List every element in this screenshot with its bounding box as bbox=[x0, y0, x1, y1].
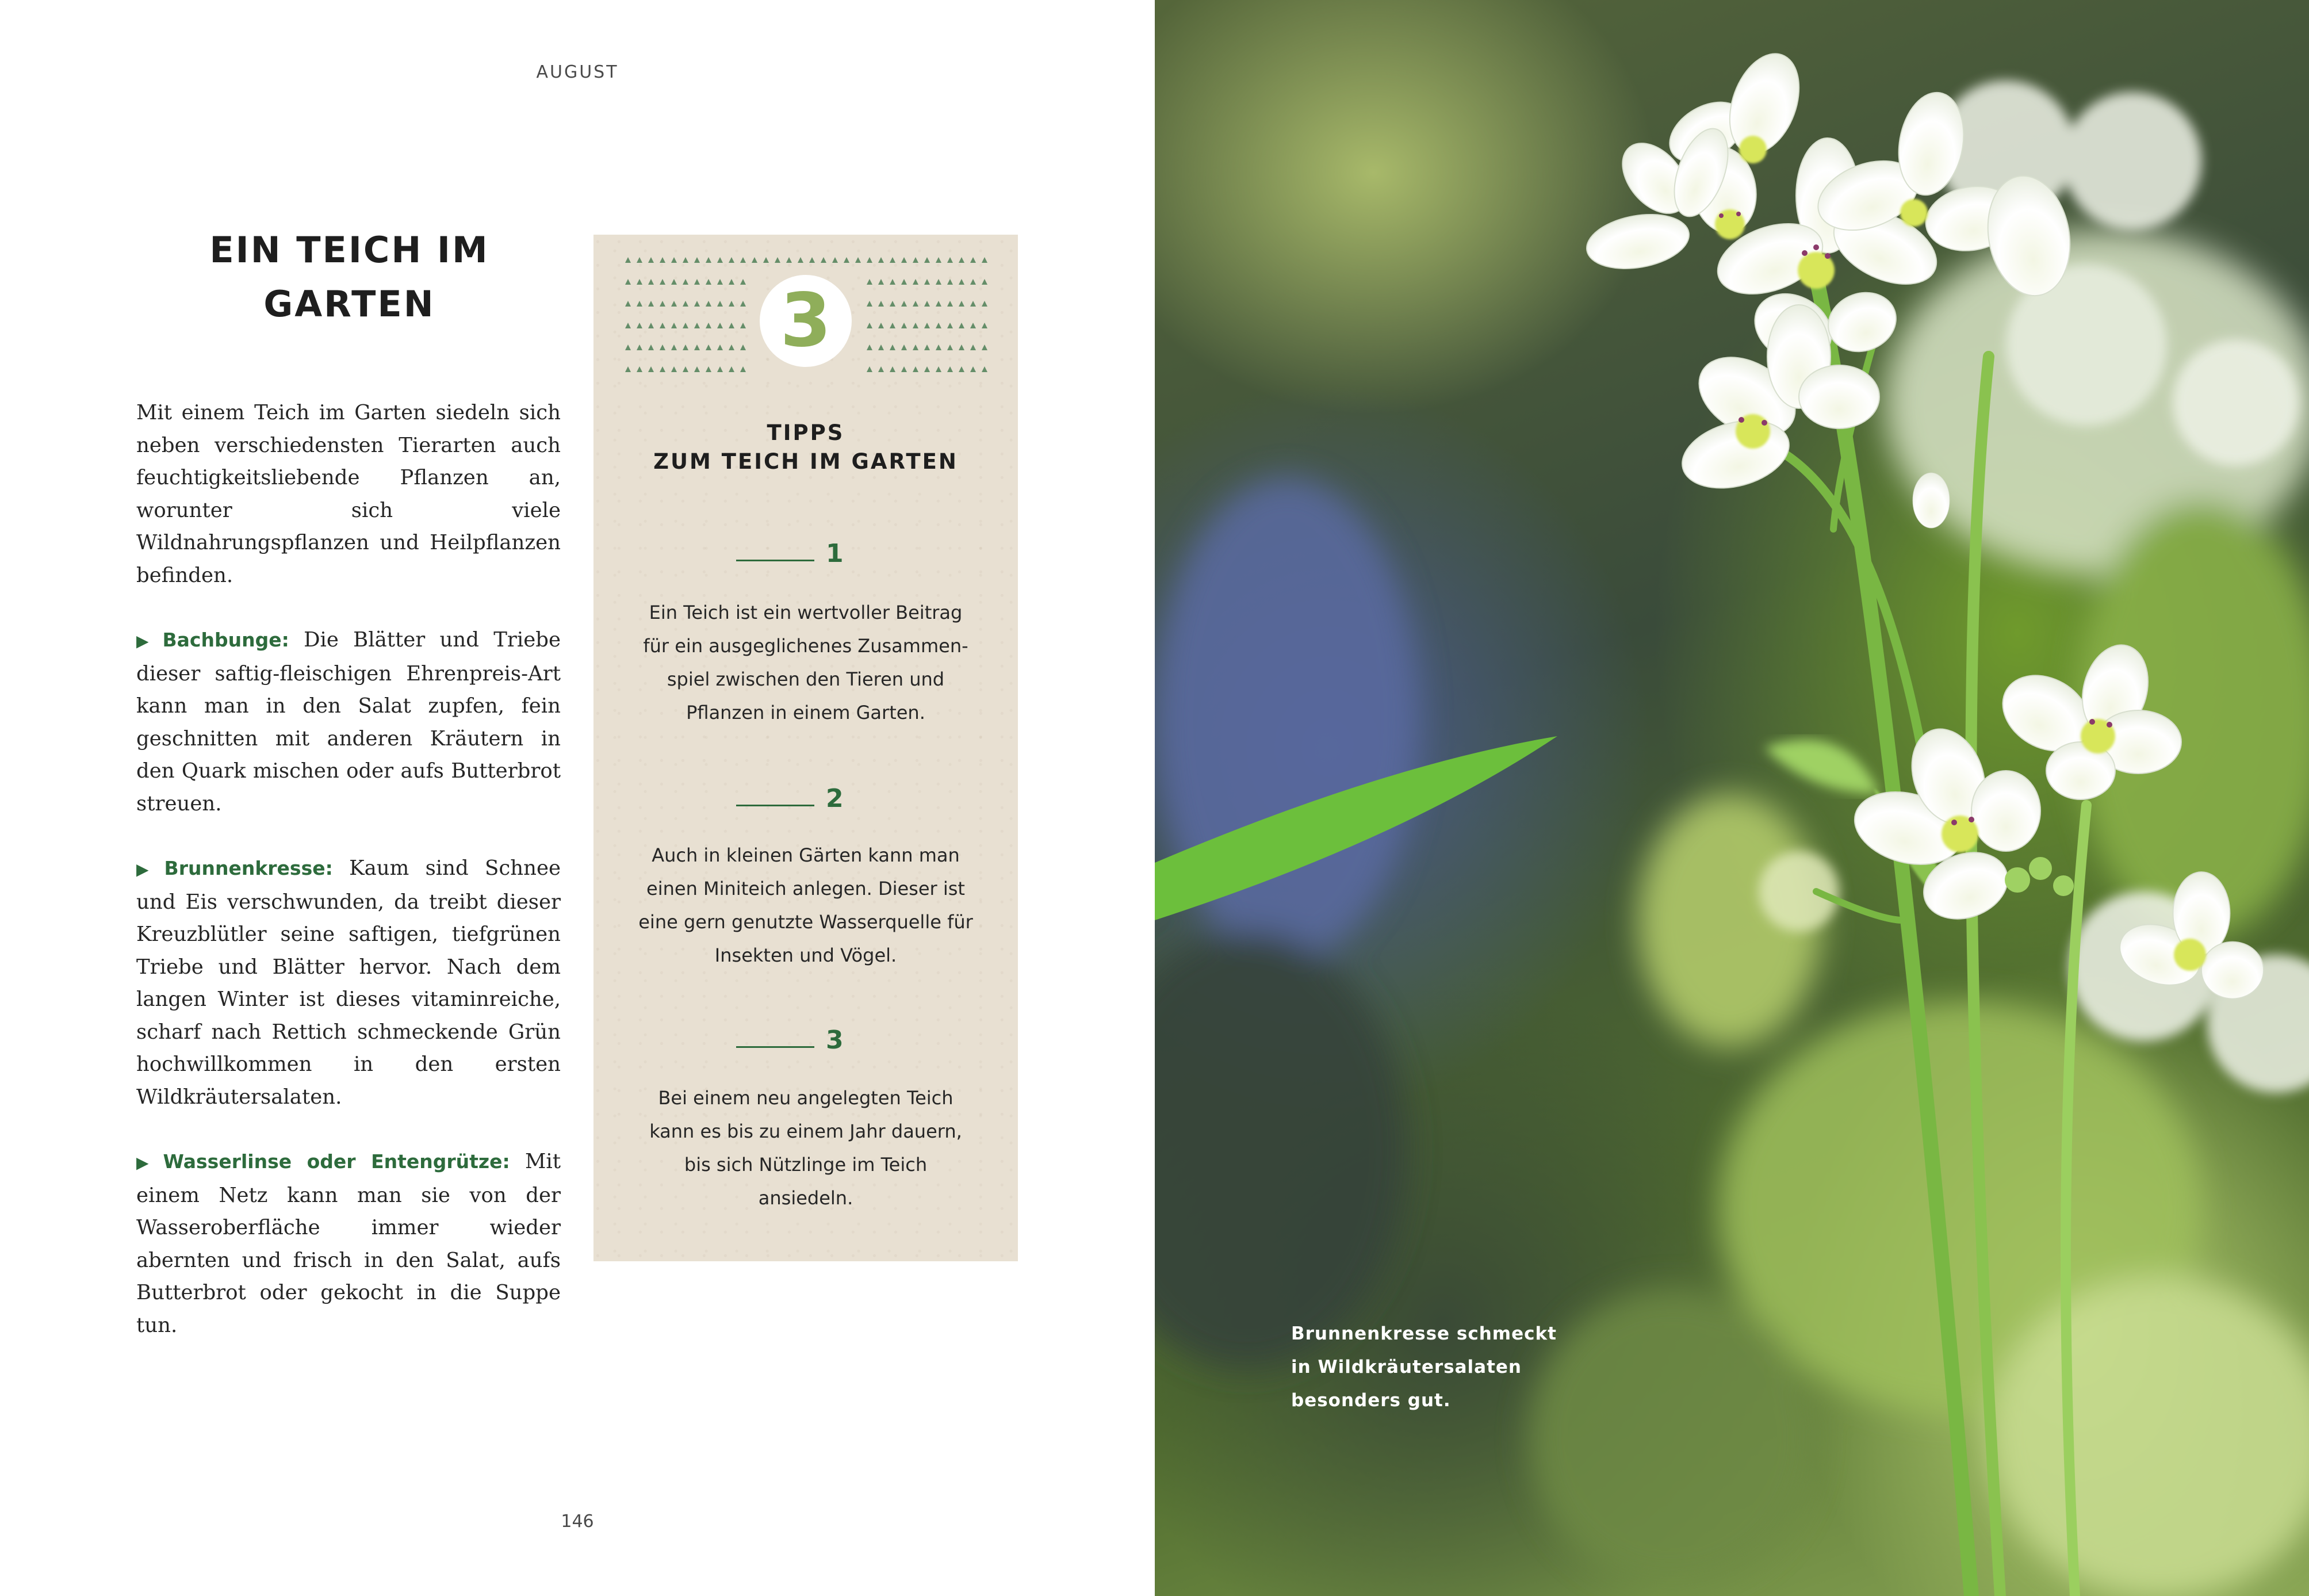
tip-1-rule bbox=[736, 560, 814, 561]
entry-bachbunge bbox=[136, 624, 561, 820]
entry-text: Die Blätter und Triebe dieser saftig-fleischigen Ehrenpreis-Art kann man in den Salat zupfen, fein geschnitten mit anderen Kräutern in den Quark mischen oder aufs Butterbrot streuen. bbox=[136, 628, 561, 816]
tip-1-number: 1 bbox=[826, 539, 844, 568]
tip-line: bis sich Nützlinge im Teich bbox=[684, 1154, 928, 1176]
running-head: AUGUST bbox=[536, 62, 619, 82]
entry-brunnenkresse bbox=[136, 852, 561, 1113]
page-title bbox=[138, 223, 561, 331]
tip-line: ansiedeln. bbox=[758, 1187, 853, 1209]
entry-label: Wasserlinse oder Entengrütze: bbox=[163, 1150, 510, 1173]
tip-2-text bbox=[617, 839, 995, 972]
tip-1-text bbox=[617, 596, 995, 729]
triangle-bullet-icon: ▶ bbox=[136, 860, 159, 879]
triangle-bullet-icon: ▶ bbox=[136, 1153, 158, 1172]
tip-line: spiel zwischen den Tieren und bbox=[667, 668, 945, 690]
tip-2-rule bbox=[736, 805, 814, 806]
photo-caption bbox=[1291, 1317, 1590, 1417]
title-line-2: GARTEN bbox=[263, 283, 435, 325]
tip-count-badge: 3 bbox=[760, 275, 852, 367]
page-number: 146 bbox=[561, 1511, 594, 1532]
tip-3-rule bbox=[736, 1046, 814, 1048]
entry-text: Mit einem Netz kann man sie von der Wasseroberfläche immer wieder abernten und frisch in den Salat, aufs Butterbrot oder gekocht in die Suppe tun. bbox=[136, 1150, 561, 1337]
tip-line: für ein ausgeglichenes Zusammen- bbox=[643, 635, 968, 657]
tip-line: Ein Teich ist ein wertvoller Beitrag bbox=[649, 602, 963, 623]
entry-label: Brunnenkresse: bbox=[164, 857, 333, 879]
tip-line: Pflanzen in einem Garten. bbox=[686, 702, 925, 724]
tip-line: Insekten und Vögel. bbox=[714, 944, 897, 966]
caption-line: besonders gut. bbox=[1291, 1390, 1451, 1411]
triangle-bullet-icon: ▶ bbox=[136, 631, 157, 650]
tip-heading-line-2: ZUM TEICH IM GARTEN bbox=[653, 449, 958, 474]
tip-3-text bbox=[617, 1081, 995, 1215]
tip-heading-line-1: TIPPS bbox=[767, 420, 845, 445]
tip-heading bbox=[593, 419, 1018, 476]
tip-line: Bei einem neu angelegten Teich bbox=[658, 1087, 954, 1109]
entry-label: Bachbunge: bbox=[162, 629, 289, 651]
title-line-1: EIN TEICH IM bbox=[209, 229, 489, 271]
body-text bbox=[136, 397, 561, 1374]
tip-3-number: 3 bbox=[826, 1025, 844, 1055]
entry-text: Kaum sind Schnee und Eis verschwunden, da treibt dieser Kreuzblütler seine saftigen, tiefgrünen Triebe und Blätter hervor. Nach dem langen Winter ist dieses vitaminreiche, scharf nach Rettich schmeckende Grün hochwillkommen in den ersten Wildkräutersalaten. bbox=[136, 856, 561, 1109]
caption-line: Brunnenkresse schmeckt bbox=[1291, 1323, 1557, 1344]
tip-line: kann es bis zu einem Jahr dauern, bbox=[649, 1120, 962, 1142]
tip-line: eine gern genutzte Wasserquelle für bbox=[638, 911, 973, 933]
tip-2-number: 2 bbox=[826, 784, 844, 813]
caption-line: in Wildkräutersalaten bbox=[1291, 1357, 1522, 1377]
entry-wasserlinse bbox=[136, 1146, 561, 1342]
tip-box bbox=[593, 235, 1018, 1261]
photo-page bbox=[1155, 0, 2309, 1596]
tip-line: Auch in kleinen Gärten kann man bbox=[652, 844, 960, 866]
intro-paragraph: Mit einem Teich im Garten siedeln sich neben verschiedensten Tierarten auch feuchtigkeitsliebende Pflanzen an, worunter sich viele Wildnahrungspflanzen und Heilpflanzen befinden. bbox=[136, 401, 561, 587]
tip-line: einen Miniteich anlegen. Dieser ist bbox=[646, 878, 965, 900]
